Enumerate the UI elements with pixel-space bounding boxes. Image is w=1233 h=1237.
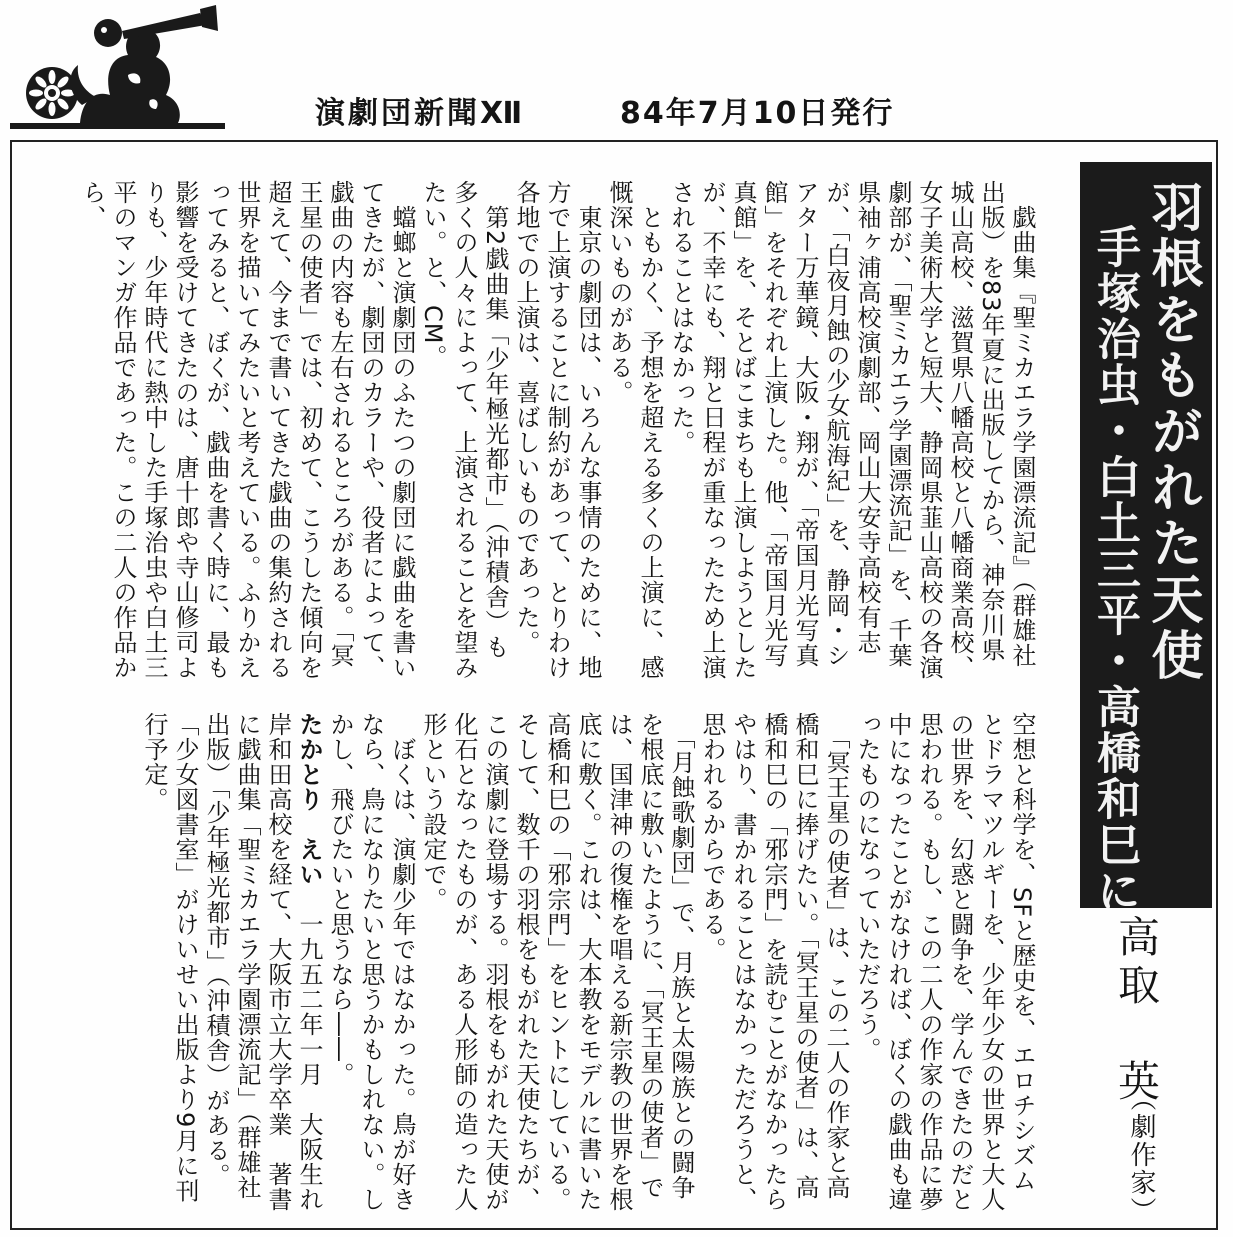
headline-subtitle: 手塚治虫・白土三平・高橋和巳に [1089, 224, 1140, 914]
author-role: （劇作家） [1126, 1085, 1156, 1225]
article-body-lower [42, 712, 1037, 1237]
issue-date: 84年7月10日発行 [620, 96, 895, 131]
paragraph: 空想と科学を、SFと歴史を、エロチシズムとドラマツルギーを、少年少女の世界と大人の世界を、幻惑と闘争を、学んできたのだと思われる。もし、この二人の作家の作品に夢中になったことがなければ、ぼくの戯曲も違ったものになっていただろう。 [853, 712, 1036, 1212]
paragraph: 蟷螂と演劇団のふたつの劇団に戯曲を書いてきたが、劇団のカラーや、役者によって、戯曲の内容も左右されるところがある。「冥王星の使者」では、初めて、こうした傾向を超えて、今まで書いてきた戯曲の集約される世界を描いてみたいと考えている。ふりかえってみると、ぼくが、戯曲を書く時に、最も影響を受けてきたのは、唐十郎や寺山修司よりも、少年時代に熱中した手塚治虫や白土三平のマンガ作品であった。この二人の作品から、 [78, 180, 416, 680]
paragraph: 戯曲集『聖ミカエラ学園漂流記』（群雄社出版）を83年夏に出版してから、神奈川県城山高校、滋賀県八幡高校と八幡商業高校、女子美術大学と短大、静岡県韮山高校の各演劇部が、「聖ミカエラ学園漂流記」を、千葉県袖ヶ浦高校演劇部、岡山大安寺高校有志が、「白夜月蝕の少女航海紀」を、静岡・シアター万華鏡、大阪・翔が、「帝国月光写真館」をそれぞれ上演した。他、「帝国月光写真館」を、そとばこまちも上演しようとしたが、不幸にも、翔と日程が重なったため上演されることはなかった。 [667, 180, 1036, 680]
author-name: 高取 英 [1112, 915, 1161, 1107]
paragraph: ともかく、予想を超える多くの上演に、感慨深いものがある。 [605, 180, 664, 680]
paragraph: 第2戯曲集「少年極光都市」（沖積舎）も多くの人々によって、上演されることを望みたい。と、CM。 [419, 180, 509, 680]
chrysanthemum-cherub-logo-icon [10, 5, 225, 135]
author-bio-name: たかとり えい [295, 712, 323, 887]
paragraph: 「冥王星の使者」は、この二人の作家と高橋和巳に捧げたい。「冥王星の使者」は、高橋和巳の「邪宗門」を読むことがなかったらやはり、書かれることはなかっただろうと、思われるからである。 [698, 712, 850, 1212]
headline-title: 羽根をもがれた天使 [1142, 180, 1203, 684]
paragraph: 東京の劇団は、いろんな事情のために、地方で上演することに制約があって、とりわけ各地での上演は、喜ばしいものであった。 [512, 180, 602, 680]
paragraph: 「月蝕歌劇団」で、月族と太陽族との闘争を根底に敷いたように、「冥王星の使者」では、国津神の復権を唱える新宗教の世界を根底に敷く。これは、大本教をモデルに書いた高橋和巳の「邪宗門」をヒントにしている。そして、数千の羽根をもがれた天使たちが、この演劇に登場する。羽根をもがれた天使が化石となったものが、ある人形師の造った人形という設定で。 [419, 712, 695, 1212]
author-bio [138, 712, 324, 1237]
author-bio-text: 一九五二年一月 大阪生れ 岸和田高校を経て、大阪市立大学卒業 著書に戯曲集「聖ミカエラ学園漂流記」（群雄社出版）「少年極光都市」（沖積舎）がある。「少女図書室」がけいせい出版より9月に刊行予定。 [140, 712, 323, 1237]
newspaper-name: 演劇団新聞Ⅻ [315, 96, 526, 131]
paragraph: ぼくは、演劇少年ではなかった。鳥が好きなら、鳥になりたいと思うかもしれない。しかし、飛びたいと思うなら――。 [326, 712, 416, 1212]
headline-box [1080, 162, 1212, 914]
masthead [0, 0, 1233, 140]
article-body-upper [42, 180, 1037, 680]
